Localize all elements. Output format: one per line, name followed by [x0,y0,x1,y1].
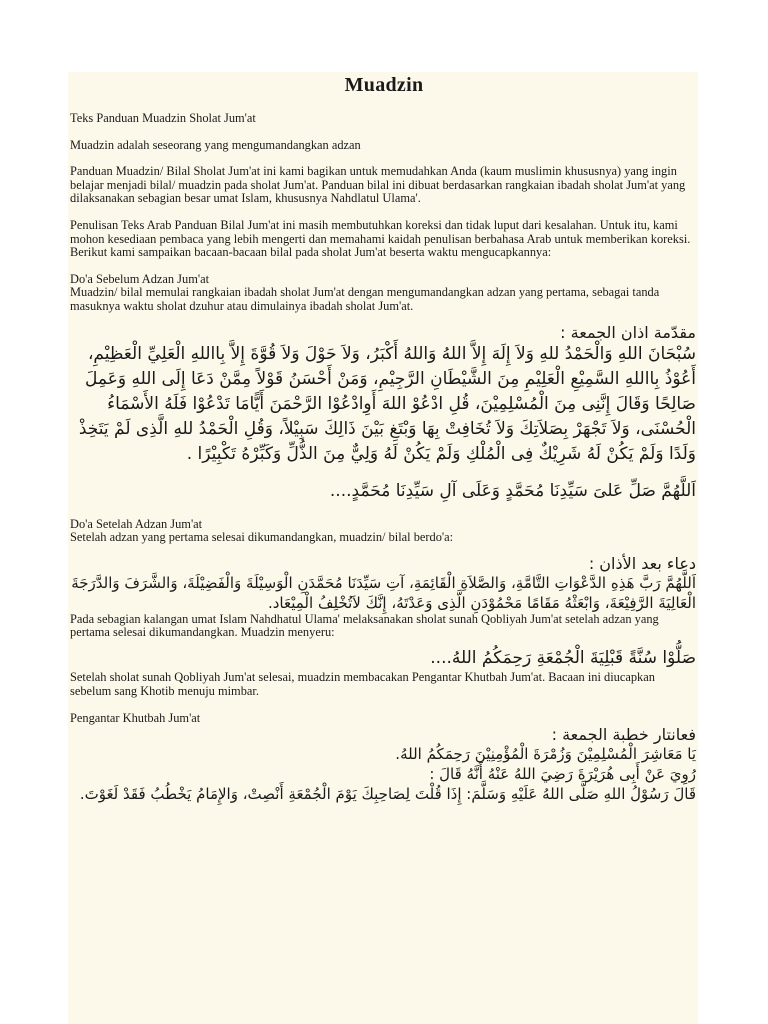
after-qobliyah-paragraph: Setelah sholat sunah Qobliyah Jum'at selesai, muadzin membacakan Pengantar Khutbah Jum'at. Bacaan ini diucapkan sebelum sang Khotib menuju mimbar. [70,669,655,698]
arabic-heading-before-adzan: مقدّمة اذان الجمعة : [560,322,696,342]
subtitle: Teks Panduan Muadzin Sholat Jum'at [70,111,256,125]
definition-text: Muadzin adalah seseorang yang mengumandangkan adzan [70,137,361,152]
arabic-text-after-adzan: اَللَّهُمَّ رَبَّ هَذِهِ الدَّعْوَاتِ التَّامَّةِ، وَالصَّلاَةِ الْقَائِمَةِ، آتِ سَيِّدَنَا مُحَمَّدَنِ الْوَسِيْلَةَ وَالْفَضِيْلَةَ، وَالشَّرَفَ وَالدَّرَجَةَ الْعَالِيَةَ الرَّفِيْعَةَ، وَابْعَثْهُ مَقَامًا مَحْمُوْدَنِ الَّذِى وَعَدْتَهُ، إِنَّكَ لاَتُخْلِفُ الْمِيْعَاد. [71,573,696,612]
arabic-khutbah-line-3: قَالَ رَسُوْلُ اللهِ صَلَّى اللهُ عَلَيْهِ وَسَلَّمَ: إِذَا قُلْتَ لِصَاحِبِكَ يَوْمَ الْجُمْعَةِ أَنْصِتْ، وَالإِمَامُ يَخْطُبُ فَقَدْ لَغَوْتَ. [79,784,696,803]
arabic-khutbah-line-2: رُوِيَ عَنْ أَبِى هُرَيْرَةَ رَضِيَ اللهُ عَنْهُ أَنَّهُ قَالَ : [429,764,696,783]
arabic-text-before-adzan: سُبْحَانَ اللهِ وَالْحَمْدُ للهِ وَلاَ إِلَهَ إِلاَّ اللهُ وَاللهُ أَكْبَرُ، وَلاَ حَوْلَ وَلاَ قُوَّةَ إِلاَّ بِااللهِ الْعَلِيِّ الْعَظِيْمِ، أَعُوْذُ بِااللهِ السَّمِيْعِ الْعَلِيْمِ مِنَ الشَّيْطَانِ الرَّجِيْمِ، وَمَنْ أَحْسَنُ قَوْلاً مِمَّنْ دَعَا إِلَى اللهِ وَعَمِلَ صَالِحًا وَقَالَ إِنَّنِى مِنَ الْمُسْلِمِيْنَ، قُلِ ادْعُوْ اللهَ أَوِادْعُوْا الرَّحْمَنَ أَيًّامَا تَدْعُوْا فَلَهُ الأَسْمَاءُ الْحُسْنَى، وَلاَ تَجْهَرْ بِصَلاَتِكَ وَلاَ تُخَافِتْ بِهَا وَبْتَغِ بَيْنَ ذَالِكَ سَبِيْلاً، وَقُلِ الْحَمْدُ للهِ الَّذِى لَمْ يَتَخِذْ وَلَدًا وَلَمْ يَكُنْ لَهُ شَرِيْكٌ فِى الْمُلْكِ وَلَمْ يَكُنْ لَهُ وَلِيٌّ مِنَ الذُّلِّ وَكَبِّرْهُ تَكْبِيْرًا . [78,343,696,464]
qobliyah-paragraph: Pada sebagian kalangan umat Islam Nahdhatul Ulama' melaksanakan sholat sunah Qobliyah Jum'at setelah adzan yang pertama selesai dikumandangkan. Muadzin menyeru: [70,611,659,640]
arabic-khutbah-line-1: يَا مَعَاشِرَ الْمُسْلِمِيْنَ وَزُمْرَةَ الْمُؤْمِنِيْنَ رَحِمَكُمُ اللهُ. [395,744,696,763]
page-title: Muadzin [344,74,424,96]
section-heading-khutbah-intro: Pengantar Khutbah Jum'at [70,711,201,726]
section-heading-before-adzan: Do'a Sebelum Adzan Jum'at [70,271,210,286]
arabic-salawat: اَللَّهُمَّ صَلِّ عَلىَ سَيِّدِنَا مُحَمَّدٍ وَعَلَى آلِ سَيِّدِنَا مُحَمَّدٍ.... [329,480,696,501]
section-desc-after-adzan: Setelah adzan yang pertama selesai dikumandangkan, muadzin/ bilal berdo'a: [70,530,454,545]
arabic-heading-after-adzan: دعاء بعد الأذان : [588,553,696,573]
arabic-heading-khutbah-intro: فعانتار خطبة الجمعة : [551,724,696,744]
document-page [68,72,698,1024]
section-heading-after-adzan: Do'a Setelah Adzan Jum'at [70,516,203,531]
section-desc-before-adzan: Muadzin/ bilal memulai rangkaian ibadah sholat Jum'at dengan mengumandangkan adzan yang pertama, sebagai tanda masuknya waktu sholat dzuhur atau dimulainya ibadah sholat Jum'at. [70,285,660,313]
intro-paragraph-2: Penulisan Teks Arab Panduan Bilal Jum'at ini masih membutuhkan koreksi dan tidak luput dari kesalahan. Untuk itu, kami mohon kesediaan pembaca yang lebih mengerti dan memahami kaidah penulisan berbahasa Arab untuk memberikan koreksi. Berikut kami sampaikan bacaan-bacaan bilal pada sholat Jum'at beserta waktu mengucapkannya: [70,217,691,260]
intro-paragraph-1: Panduan Muadzin/ Bilal Sholat Jum'at ini kami bagikan untuk memudahkan Anda (kaum muslimin khususnya) yang ingin belajar menjadi bilal/ muadzin pada sholat Jum'at. Panduan bilal ini dibuat berdasarkan rangkaian ibadah sholat Jum'at yang dilaksanakan sebagian besar umat Islam, khususnya Nahdlatul Ulama'. [70,164,686,206]
arabic-qobliyah-call: صَلُّوْا سُنَّةً قَبْلِيَةَ الْجُمْعَةِ رَحِمَكُمُ اللهُ.... [430,647,696,668]
